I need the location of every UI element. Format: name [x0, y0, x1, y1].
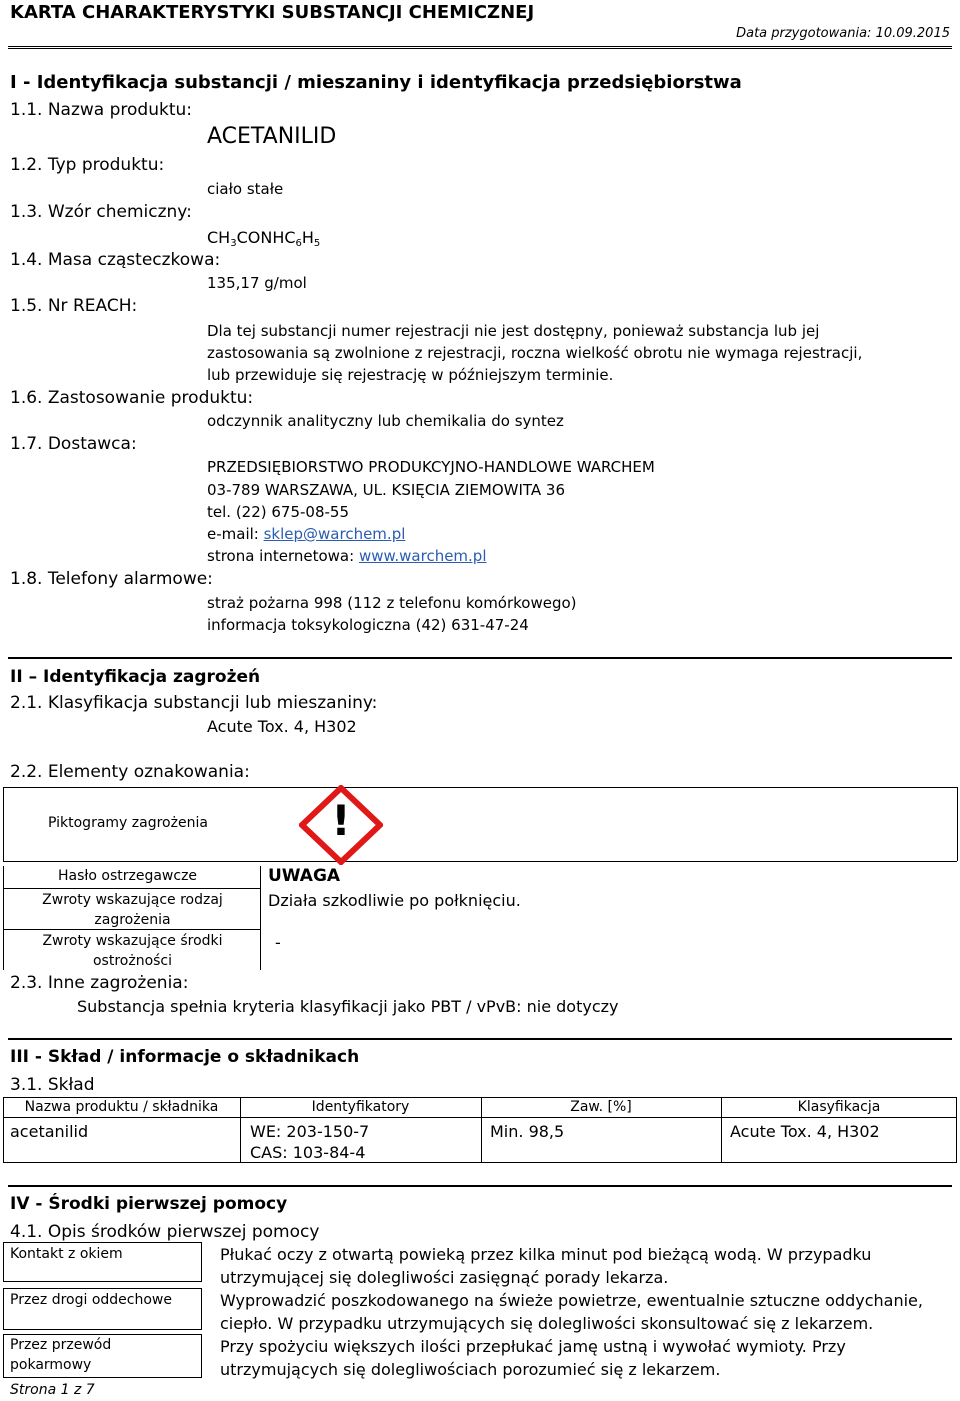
formula-part: H [301, 228, 314, 247]
formula-part: CH [207, 228, 231, 247]
label-table-border [260, 866, 261, 970]
section-4-heading: IV - Środki pierwszej pomocy [10, 1194, 288, 1214]
supplier-name: PRZEDSIĘBIORSTWO PRODUKCYJNO-HANDLOWE WARCHEM [207, 458, 655, 476]
reach-text-line: zastosowania są zwolnione z rejestracji, roczna wielkość obrotu nie wymaga rejestracji, [207, 344, 863, 362]
first-aid-instruction-line: Przy spożyciu większych ilości przepłukać jamę ustną i wywołać wymioty. Przy [220, 1337, 846, 1356]
section-2-rule [8, 657, 952, 659]
column-header: Nazwa produktu / składnika [24, 1099, 219, 1115]
first-aid-instruction-line: utrzymujących się dolegliwościach porozumieć się z lekarzem. [220, 1360, 721, 1379]
formula-label: 1.3. Wzór chemiczny: [10, 202, 192, 222]
hazard-statements: Działa szkodliwie po połknięciu. [268, 891, 521, 910]
label-table-border [3, 861, 957, 862]
label-table-border [957, 787, 958, 861]
first-aid-route: Kontakt z okiem [10, 1246, 123, 1262]
component-name: acetanilid [10, 1122, 89, 1141]
reach-label: 1.5. Nr REACH: [10, 296, 138, 316]
website-prefix: strona internetowa: [207, 547, 359, 565]
product-type-label: 1.2. Typ produktu: [10, 155, 165, 175]
email-link[interactable]: sklep@warchem.pl [263, 525, 406, 543]
label-table-border [3, 888, 260, 889]
preparation-date: Data przygotowania: 10.09.2015 [736, 26, 950, 41]
column-header: Zaw. [%] [570, 1099, 632, 1115]
supplier-email-line [207, 525, 405, 543]
component-identifier: CAS: 103-84-4 [250, 1143, 366, 1162]
product-use: odczynnik analityczny lub chemikalia do syntez [207, 412, 564, 430]
precautionary-statements: - [275, 933, 281, 952]
first-aid-instruction-line: Wyprowadzić poszkodowanego na świeże powietrze, ewentualnie sztuczne oddychanie, [220, 1291, 923, 1310]
chemical-formula [207, 228, 320, 249]
first-aid-instruction-line: utrzymującej się dolegliwości zasięgnąć porady lekarza. [220, 1268, 669, 1287]
label-table-border [3, 866, 4, 970]
header-divider [8, 46, 952, 49]
supplier-phone: tel. (22) 675-08-55 [207, 503, 350, 521]
reach-text-line: lub przewiduje się rejestrację w późniejszym terminie. [207, 366, 614, 384]
section-3-rule [8, 1038, 952, 1040]
component-content: Min. 98,5 [490, 1122, 565, 1141]
document-title: KARTA CHARAKTERYSTYKI SUBSTANCJI CHEMICZNEJ [10, 2, 535, 23]
section-2-heading: II – Identyfikacja zagrożeń [10, 667, 261, 687]
signal-word-label: Hasło ostrzegawcze [58, 868, 198, 884]
emergency-phone-line: informacja toksykologiczna (42) 631-47-24 [207, 616, 529, 634]
column-header: Klasyfikacja [797, 1099, 881, 1115]
emergency-phones-label: 1.8. Telefony alarmowe: [10, 569, 213, 589]
supplier-address: 03-789 WARSZAWA, UL. KSIĘCIA ZIEMOWITA 36 [207, 481, 565, 499]
hazard-statements-label: Zwroty wskazujące rodzaj zagrożenia [42, 892, 223, 928]
classification-label: 2.1. Klasyfikacja substancji lub mieszaniny: [10, 693, 378, 713]
first-aid-instruction-line: Płukać oczy z otwartą powieką przez kilka minut pod bieżącą wodą. W przypadku [220, 1245, 872, 1264]
component-identifier: WE: 203-150-7 [250, 1122, 370, 1141]
emergency-phone-line: straż pożarna 998 (112 z telefonu komórkowego) [207, 594, 577, 612]
first-aid-route: pokarmowy [10, 1357, 92, 1373]
email-prefix: e-mail: [207, 525, 264, 543]
label-table-border [3, 787, 4, 861]
molecular-mass: 135,17 g/mol [207, 274, 307, 292]
signal-word: UWAGA [268, 866, 341, 886]
section-4-rule [8, 1185, 952, 1187]
product-name: ACETANILID [207, 124, 337, 149]
first-aid-route: Przez przewód [10, 1337, 112, 1353]
composition-label: 3.1. Skład [10, 1075, 95, 1095]
page-number: Strona 1 z 7 [10, 1382, 95, 1398]
label-elements-label: 2.2. Elementy oznakowania: [10, 762, 250, 782]
reach-text-line: Dla tej substancji numer rejestracji nie jest dostępny, ponieważ substancja lub jej [207, 322, 820, 340]
product-type: ciało stałe [207, 180, 284, 198]
other-hazards: Substancja spełnia kryteria klasyfikacji jako PBT / vPvB: nie dotyczy [77, 997, 619, 1016]
formula-subscript: 6 [295, 238, 302, 249]
section-1-heading: I - Identyfikacja substancji / mieszaniny i identyfikacja przedsiębiorstwa [10, 72, 742, 93]
other-hazards-label: 2.3. Inne zagrożenia: [10, 973, 189, 993]
first-aid-route: Przez drogi oddechowe [10, 1292, 172, 1308]
precautionary-statements-label: Zwroty wskazujące środki ostrożności [42, 933, 223, 969]
formula-part: CONHC [236, 228, 296, 247]
supplier-website-line [207, 547, 487, 565]
section-3-heading: III - Skład / informacje o składnikach [10, 1047, 360, 1067]
product-use-label: 1.6. Zastosowanie produktu: [10, 388, 254, 408]
first-aid-instruction-line: ciepło. W przypadku utrzymujących się dolegliwości skonsultować się z lekarzem. [220, 1314, 874, 1333]
formula-subscript: 5 [313, 238, 321, 249]
first-aid-subheading: 4.1. Opis środków pierwszej pomocy [10, 1222, 320, 1242]
pictogram-exclamation-glyph: ! [331, 796, 351, 845]
product-name-label: 1.1. Nazwa produktu: [10, 100, 193, 120]
composition-header-divider [3, 1117, 957, 1118]
component-classification: Acute Tox. 4, H302 [730, 1122, 880, 1141]
label-table-border [3, 787, 957, 788]
molecular-mass-label: 1.4. Masa cząsteczkowa: [10, 250, 221, 270]
formula-subscript: 3 [230, 238, 237, 249]
classification-value: Acute Tox. 4, H302 [207, 717, 357, 736]
supplier-label: 1.7. Dostawca: [10, 434, 137, 454]
website-link[interactable]: www.warchem.pl [358, 547, 487, 565]
pictograms-label: Piktogramy zagrożenia [48, 815, 208, 831]
column-header: Identyfikatory [311, 1099, 410, 1115]
